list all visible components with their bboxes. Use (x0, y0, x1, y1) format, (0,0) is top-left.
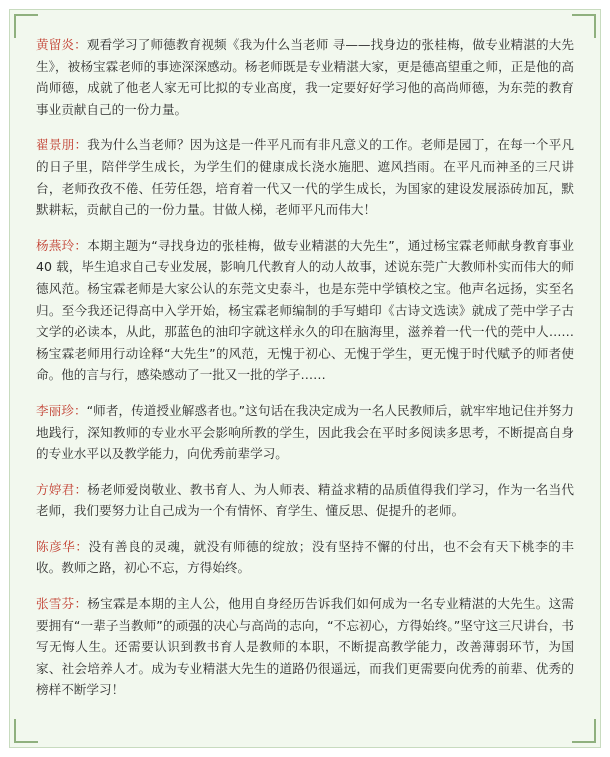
corner-ornament (14, 14, 38, 38)
author-name: 张雪芬： (36, 596, 88, 612)
reflection-entry (36, 593, 574, 701)
reflection-text: 杨宝霖是本期的主人公，他用自身经历告诉我们如何成为一名专业精湛的大先生。这需要拥有“一辈子当教师”的顽强的决心与高尚的志向，“不忘初心，方得始终。”坚守这三尺讲台，书写无悔人生。还需要认识到教书育人是教师的本职，不断提高教学能力，改善薄弱环节，为国家、社会培养人才。成为专业精湛大先生的道路仍很遥远，而我们更需要向优秀的前辈、优秀的榜样不断学习！ (36, 596, 575, 698)
corner-ornament (572, 14, 596, 38)
reflection-entry (36, 479, 574, 522)
author-name: 翟景朋： (36, 137, 88, 153)
corner-ornament (572, 719, 596, 743)
reflection-entry (36, 134, 574, 220)
author-name: 陈彦华： (36, 538, 89, 554)
author-name: 李丽珍： (36, 402, 87, 418)
reflection-text: 本期主题为“寻找身边的张桂梅，做专业精湛的大先生”，通过杨宝霖老师献身教育事业 40 载，毕生追求自己专业发展，影响几代教育人的动人故事，述说东莞广大教师朴实而伟大的师德风范。杨宝霖老师是大家公认的东莞文史泰斗，也是东莞中学镇校之宝。他声名远扬，实至名归。至今我还记得高中入学开始，杨宝霖老师编制的手写蜡印《古诗文选读》就成了莞中学子古文学的必读本，从此，那蓝色的油印字就这样永久的印在脑海里，滋养着一代一代的莞中人……杨宝霖老师用行动诠释“大先生”的风范，无愧于初心、无愧于学生，更无愧于时代赋予的师者使命。他的言与行，感染感动了一批又一批的学子…… (36, 237, 574, 383)
reflection-entry (36, 34, 574, 120)
reflection-entry (36, 400, 574, 465)
author-name: 杨燕玲： (36, 237, 88, 253)
reflection-text: 没有善良的灵魂，就没有师德的绽放；没有坚持不懈的付出，也不会有天下桃李的丰收。教师之路，初心不忘，方得始终。 (36, 538, 575, 576)
author-name: 方婷君： (36, 481, 88, 497)
reflection-text: 杨老师爱岗敬业、教书育人、为人师表、精益求精的品质值得我们学习，作为一名当代老师，我们要努力让自己成为一个有情怀、育学生、懂反思、促提升的老师。 (36, 481, 575, 519)
reflection-list (36, 34, 574, 715)
reflection-text: 我为什么当老师？因为这是一件平凡而有非凡意义的工作。老师是园丁，在每一个平凡的日子里，陪伴学生成长，为学生们的健康成长浇水施肥、遮风挡雨。在平凡而神圣的三尺讲台，老师孜孜不倦、任劳任怨，培育着一代又一代的学生成长，为国家的建设发展添砖加瓦，默默耕耘，贡献自己的一份力量。甘做人梯，老师平凡而伟大！ (36, 137, 575, 218)
reflection-entry (36, 235, 574, 386)
corner-ornament (14, 719, 38, 743)
reflection-text: “师者，传道授业解惑者也。”这句话在我决定成为一名人民教师后，就牢牢地记住并努力地践行，深知教师的专业水平会影响所教的学生，因此我会在平时多阅读多思考，不断提高自身的专业水平以及教学能力，向优秀前辈学习。 (36, 402, 575, 462)
reflection-text: 观看学习了师德教育视频《我为什么当老师 寻——找身边的张桂梅，做专业精湛的大先生》，被杨宝霖老师的事迹深深感动。杨老师既是专业精湛大家，更是德高望重之师，正是他的高尚师德，成就了他老人家无可比拟的专业高度，我一定要好好学习他的高尚师德，为东莞的教育事业贡献自己的一份力量。 (36, 37, 574, 117)
author-name: 黄留炎： (36, 37, 87, 52)
reflection-entry (36, 536, 574, 579)
